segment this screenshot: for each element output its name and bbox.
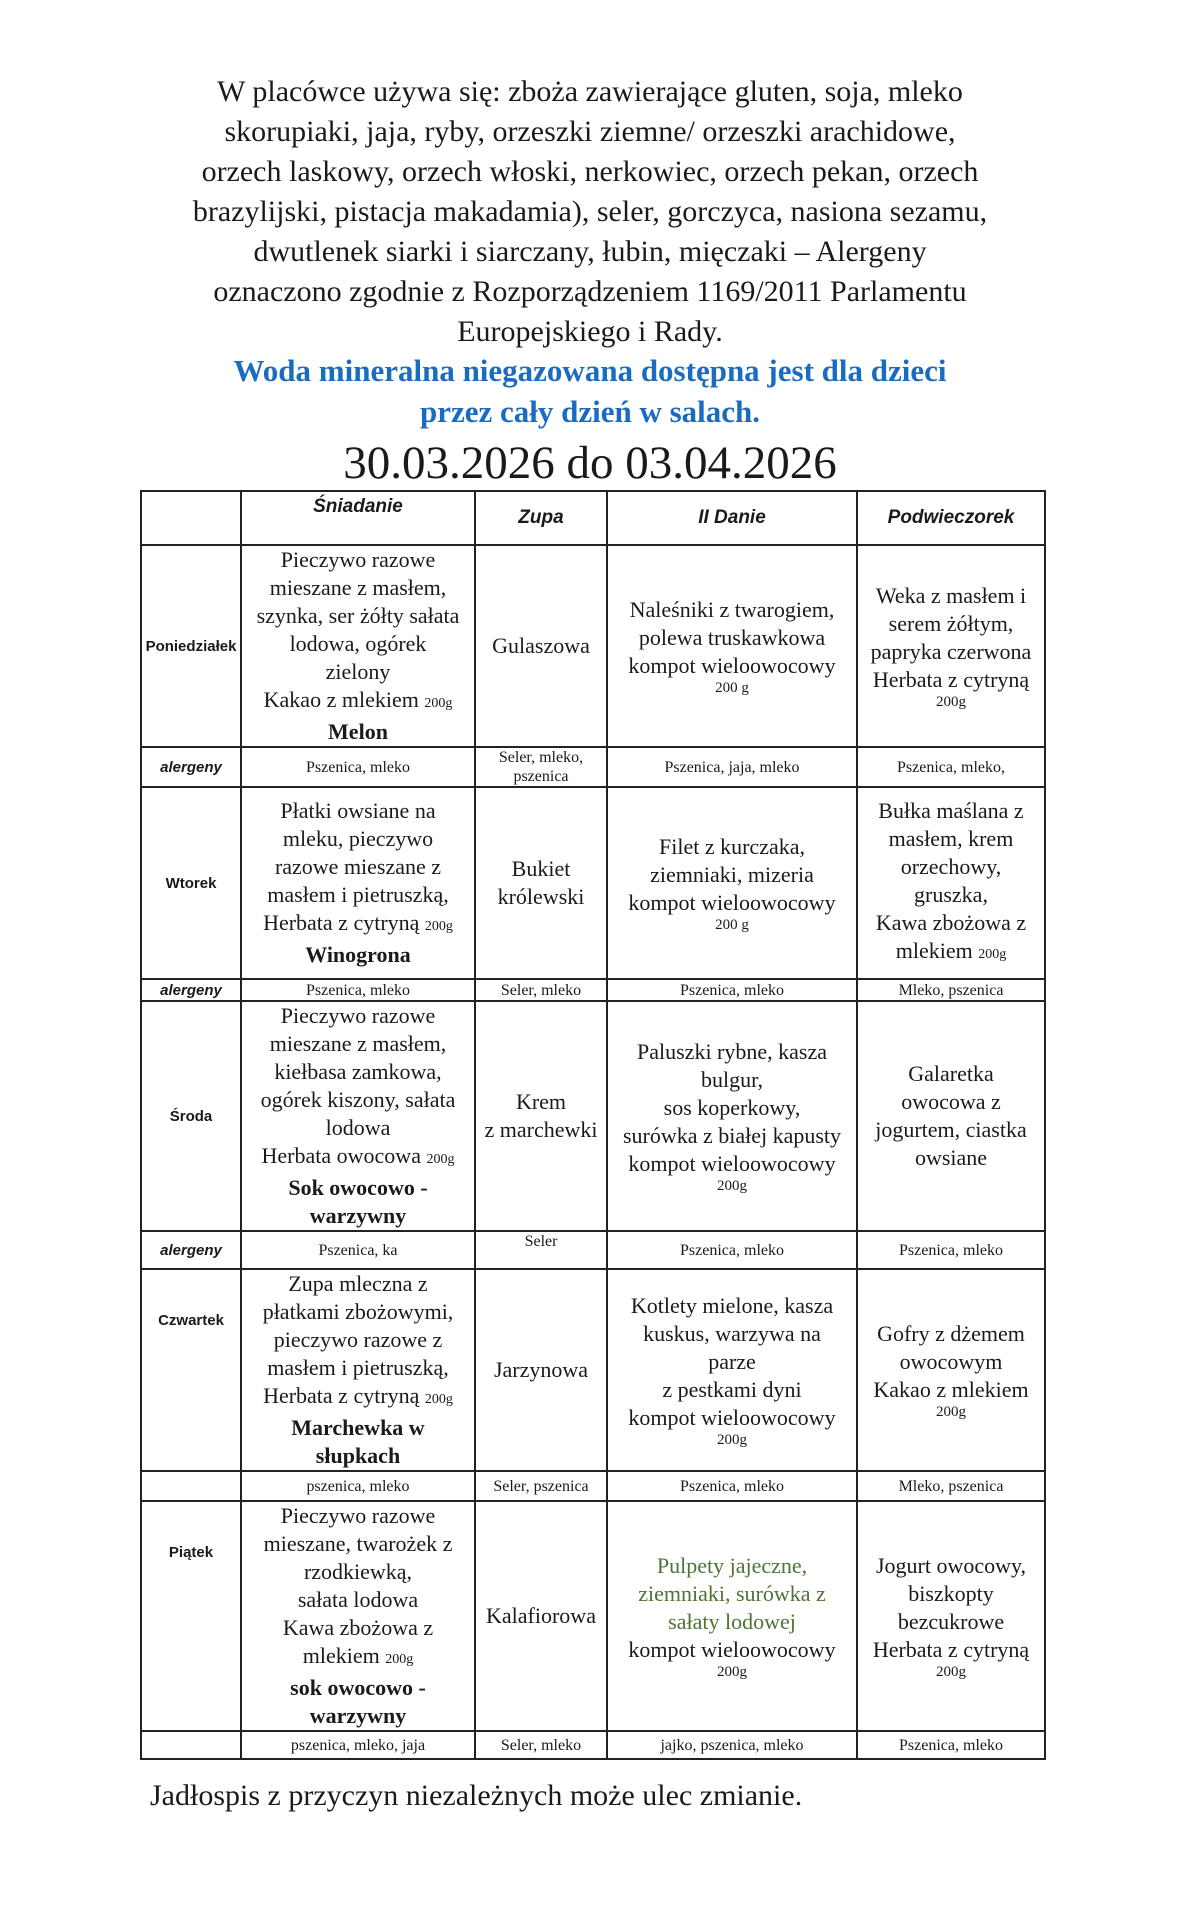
allergen-cell: Pszenica, mleko — [241, 747, 475, 787]
day-row — [141, 1269, 1045, 1471]
sniadanie-line: mleku, pieczywo — [282, 826, 434, 851]
ii-danie-line: polewa truskawkowa — [638, 625, 826, 650]
table-header-row — [141, 491, 1045, 545]
allergen-cell: pszenica, mleko, jaja — [241, 1731, 475, 1759]
cell-ii-danie — [607, 545, 857, 747]
zupa-line: z marchewki — [484, 1117, 598, 1142]
day-row — [141, 787, 1045, 979]
cell-zupa — [475, 1001, 607, 1231]
ii-danie-line: Paluszki rybne, kasza — [637, 1039, 827, 1064]
sniadanie-line: szynka, ser żółty sałata — [256, 603, 460, 628]
ii-danie-line: kompot wieloowocowy — [628, 653, 836, 678]
header-podwieczorek: Podwieczorek — [857, 491, 1045, 545]
sniadanie-line: lodowa — [325, 1115, 391, 1140]
podwieczorek-line: orzechowy, — [900, 854, 1002, 879]
sniadanie-qty: 200g — [424, 1392, 453, 1407]
sniadanie-qty: 200g — [385, 1652, 414, 1667]
podwieczorek-line: Kakao z mlekiem — [873, 1377, 1029, 1402]
sniadanie-line: pieczywo razowe z — [273, 1327, 443, 1352]
footer-note: Jadłospis z przyczyn niezależnych może ulec zmianie. — [150, 1779, 803, 1812]
ii-danie-line: sos koperkowy, — [663, 1095, 801, 1120]
sniadanie-extra: warzywny — [309, 1703, 407, 1728]
sniadanie-line: mieszane z masłem, — [269, 575, 447, 600]
allergen-cell: Pszenica, mleko — [607, 1231, 857, 1269]
cell-sniadanie — [241, 787, 475, 979]
allergen-cell: jajko, pszenica, mleko — [607, 1731, 857, 1759]
sniadanie-extra: Melon — [328, 719, 388, 744]
ii-danie-line: parze — [708, 1349, 756, 1374]
podwieczorek-line: Herbata z cytryną — [872, 667, 1030, 692]
ii-danie-line: Naleśniki z twarogiem, — [629, 597, 835, 622]
allergen-cell: Seler, mleko — [475, 1731, 607, 1759]
zupa-line: Jarzynowa — [493, 1357, 589, 1382]
sniadanie-line: płatkami zbożowymi, — [262, 1299, 454, 1324]
ii-danie-line: surówka z białej kapusty — [622, 1123, 842, 1148]
cell-ii-danie — [607, 1001, 857, 1231]
podwieczorek-line: owocowym — [899, 1349, 1003, 1374]
ii-danie-line: Kotlety mielone, kasza — [630, 1293, 834, 1318]
sniadanie-extra: Winogrona — [305, 942, 411, 967]
cell-ii-danie — [607, 1269, 857, 1471]
cell-ii-danie — [607, 1501, 857, 1731]
allergen-cell: Seler, pszenica — [475, 1471, 607, 1501]
ii-danie-text — [628, 597, 835, 678]
sniadanie-line: mieszane, twarożek z — [263, 1531, 453, 1556]
water-notice — [120, 350, 1060, 432]
sniadanie-drink: Herbata z cytryną — [263, 1383, 425, 1408]
cell-podwieczorek — [857, 1269, 1045, 1471]
allergen-cell: Seler — [475, 1231, 607, 1269]
notice-line: oznaczono zgodnie z Rozporządzeniem 1169/2011 Parlamentu — [213, 275, 967, 308]
zupa-line: królewski — [497, 884, 585, 909]
podwieczorek-line: papryka czerwona — [870, 639, 1032, 664]
header-ii-danie: II Danie — [607, 491, 857, 545]
podwieczorek-qty: 200g — [936, 1664, 966, 1680]
ii-danie-qty: 200g — [717, 1178, 747, 1194]
allergen-cell: Seler, mleko, pszenica — [475, 747, 607, 787]
sniadanie-extra: słupkach — [315, 1443, 401, 1468]
allergen-row — [141, 1231, 1045, 1269]
sniadanie-line: Pieczywo razowe — [280, 1503, 436, 1528]
date-range: 30.03.2026 do 03.04.2026 — [343, 437, 837, 489]
allergen-cell: Pszenica, mleko, — [857, 747, 1045, 787]
sniadanie-line: Pieczywo razowe — [280, 1003, 436, 1028]
podwieczorek-line: Gofry z dżemem — [877, 1321, 1025, 1346]
sniadanie-drink: Herbata owocowa — [261, 1143, 427, 1168]
allergen-notice — [120, 72, 1060, 352]
cell-zupa — [475, 545, 607, 747]
day-row — [141, 1001, 1045, 1231]
allergen-label: alergeny — [141, 979, 241, 1001]
podwieczorek-line: Weka z masłem i — [875, 583, 1027, 608]
allergen-row — [141, 979, 1045, 1001]
allergen-cell: Pszenica, mleko — [241, 979, 475, 1001]
zupa-line: Kalafiorowa — [486, 1603, 596, 1628]
ii-danie-line: ziemniaki, surówka z — [638, 1581, 826, 1606]
cell-sniadanie — [241, 1501, 475, 1731]
water-line: przez cały dzień w salach. — [419, 394, 761, 429]
allergen-cell: Pszenica, mleko — [607, 1471, 857, 1501]
allergen-cell: pszenica, mleko — [241, 1471, 475, 1501]
sniadanie-line: zielony — [325, 659, 391, 684]
podwieczorek-line: Kawa zbożowa z — [875, 910, 1027, 935]
ii-danie-line: bulgur, — [700, 1067, 764, 1092]
allergen-cell: Pszenica, ka — [241, 1231, 475, 1269]
sniadanie-line: masłem i pietruszką, — [267, 882, 449, 907]
menu-table — [140, 490, 1046, 1760]
ii-danie-line: kuskus, warzywa na — [643, 1321, 821, 1346]
podwieczorek-qty: 200g — [978, 947, 1007, 962]
allergen-label — [141, 1471, 241, 1501]
ii-danie-text — [628, 834, 835, 915]
cell-zupa — [475, 1501, 607, 1731]
podwieczorek-line: mlekiem — [895, 938, 973, 963]
sniadanie-extra: sok owocowo - — [290, 1675, 426, 1700]
sniadanie-line: Zupa mleczna z — [288, 1271, 428, 1296]
allergen-cell: Mleko, pszenica — [857, 1471, 1045, 1501]
day-row — [141, 1501, 1045, 1731]
ii-danie-line: Pulpety jajeczne, — [656, 1553, 808, 1578]
podwieczorek-line: owsiane — [914, 1145, 988, 1170]
notice-line: W placówce używa się: zboża zawierające gluten, soja, mleko — [217, 75, 963, 108]
notice-line: dwutlenek siarki i siarczany, łubin, mięczaki – Alergeny — [253, 235, 927, 268]
sniadanie-qty: 200g — [424, 919, 453, 934]
podwieczorek-line: serem żółtym, — [888, 611, 1014, 636]
ii-danie-text — [628, 1293, 835, 1430]
sniadanie-extra: warzywny — [309, 1203, 407, 1228]
sniadanie-line: Kawa zbożowa z — [282, 1615, 434, 1640]
ii-danie-line: kompot wieloowocowy — [628, 1405, 836, 1430]
header-zupa: Zupa — [475, 491, 607, 545]
sniadanie-line: rzodkiewką, — [303, 1559, 413, 1584]
sniadanie-line: razowe mieszane z — [274, 854, 442, 879]
sniadanie-line: Pieczywo razowe — [280, 547, 436, 572]
podwieczorek-qty: 200g — [936, 1404, 966, 1420]
allergen-cell: Pszenica, mleko — [607, 979, 857, 1001]
zupa-line: Bukiet — [511, 856, 571, 881]
ii-danie-line: kompot wieloowocowy — [628, 1151, 836, 1176]
zupa-line: Krem — [515, 1089, 567, 1114]
allergen-cell: Pszenica, mleko — [857, 1731, 1045, 1759]
sniadanie-extra: Sok owocowo - — [288, 1175, 428, 1200]
ii-danie-text — [623, 1039, 841, 1176]
cell-zupa — [475, 1269, 607, 1471]
sniadanie-line: mieszane z masłem, — [269, 1031, 447, 1056]
podwieczorek-line: Herbata z cytryną — [872, 1637, 1030, 1662]
ii-danie-line: kompot wieloowocowy — [628, 890, 836, 915]
allergen-cell: Pszenica, jaja, mleko — [607, 747, 857, 787]
header-day-cell — [141, 491, 241, 545]
ii-danie-line: z pestkami dyni — [662, 1377, 802, 1402]
header-sniadanie: Śniadanie — [241, 491, 475, 545]
allergen-row — [141, 747, 1045, 787]
sniadanie-line: masłem i pietruszką, — [267, 1355, 449, 1380]
podwieczorek-line: biszkopty — [908, 1581, 994, 1606]
day-name: Czwartek — [141, 1269, 241, 1471]
cell-podwieczorek — [857, 1501, 1045, 1731]
allergen-label — [141, 1731, 241, 1759]
cell-sniadanie — [241, 1001, 475, 1231]
cell-ii-danie — [607, 787, 857, 979]
day-name: Poniedziałek — [141, 545, 241, 747]
podwieczorek-line: masłem, krem — [888, 826, 1014, 851]
podwieczorek-line: owocowa z — [901, 1089, 1001, 1114]
ii-danie-qty: 200g — [717, 1432, 747, 1448]
sniadanie-drink: mlekiem — [302, 1643, 386, 1668]
sniadanie-extra: Marchewka w — [291, 1415, 425, 1440]
ii-danie-text — [638, 1553, 826, 1634]
sniadanie-line: sałata lodowa — [297, 1587, 419, 1612]
notice-line: brazylijski, pistacja makadamia), seler, gorczyca, nasiona sezamu, — [192, 195, 988, 228]
podwieczorek-line: bezcukrowe — [897, 1609, 1005, 1634]
podwieczorek-line: Bułka maślana z — [878, 798, 1024, 823]
water-line: Woda mineralna niegazowana dostępna jest dla dzieci — [233, 353, 947, 388]
cell-sniadanie — [241, 1269, 475, 1471]
ii-danie-line: ziemniaki, mizeria — [650, 862, 814, 887]
allergen-cell: Pszenica, mleko — [857, 1231, 1045, 1269]
allergen-label: alergeny — [141, 747, 241, 787]
allergen-row — [141, 1731, 1045, 1759]
allergen-cell: Seler, mleko — [475, 979, 607, 1001]
notice-line: orzech laskowy, orzech włoski, nerkowiec, orzech pekan, orzech — [201, 155, 979, 188]
day-row — [141, 545, 1045, 747]
notice-line: Europejskiego i Rady. — [457, 315, 723, 348]
sniadanie-qty: 200g — [424, 696, 453, 711]
zupa-line: Gulaszowa — [492, 633, 590, 658]
cell-podwieczorek — [857, 1001, 1045, 1231]
podwieczorek-qty: 200g — [936, 694, 966, 710]
day-name: Środa — [141, 1001, 241, 1231]
cell-podwieczorek — [857, 545, 1045, 747]
cell-zupa — [475, 787, 607, 979]
sniadanie-line: lodowa, ogórek — [289, 631, 427, 656]
sniadanie-line: Płatki owsiane na — [280, 798, 436, 823]
ii-danie-qty: 200g — [717, 1664, 747, 1680]
podwieczorek-line: gruszka, — [914, 882, 988, 907]
podwieczorek-line: Jogurt owocowy, — [875, 1553, 1027, 1578]
ii-danie-line: kompot wieloowocowy — [628, 1637, 836, 1662]
day-name: Piątek — [141, 1501, 241, 1731]
day-name: Wtorek — [141, 787, 241, 979]
sniadanie-drink: Herbata z cytryną — [263, 910, 425, 935]
sniadanie-qty: 200g — [426, 1152, 455, 1167]
sniadanie-drink: Kakao z mlekiem — [263, 687, 425, 712]
notice-line: skorupiaki, jaja, ryby, orzeszki ziemne/ orzeszki arachidowe, — [224, 115, 956, 148]
ii-danie-line: Filet z kurczaka, — [659, 834, 805, 859]
sniadanie-line: ogórek kiszony, sałata — [260, 1087, 456, 1112]
allergen-cell: Mleko, pszenica — [857, 979, 1045, 1001]
podwieczorek-line: Galaretka — [908, 1061, 994, 1086]
ii-danie-qty: 200 g — [715, 917, 749, 933]
cell-podwieczorek — [857, 787, 1045, 979]
allergen-row — [141, 1471, 1045, 1501]
sniadanie-line: kiełbasa zamkowa, — [274, 1059, 442, 1084]
podwieczorek-line: jogurtem, ciastka — [875, 1117, 1027, 1142]
allergen-label: alergeny — [141, 1231, 241, 1269]
ii-danie-line: sałaty lodowej — [668, 1609, 796, 1634]
ii-danie-qty: 200 g — [715, 680, 749, 696]
cell-sniadanie — [241, 545, 475, 747]
